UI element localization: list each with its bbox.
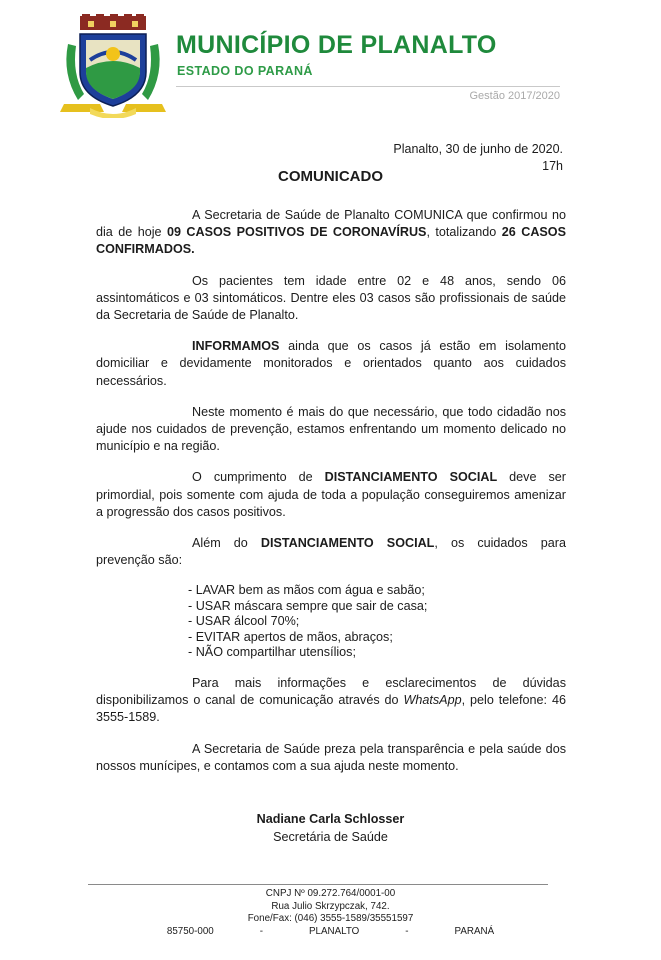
footer-address: Rua Julio Skrzypczak, 742. xyxy=(271,900,390,912)
list-item: - USAR álcool 70%; xyxy=(188,614,300,629)
footer-state: PARANÁ xyxy=(454,925,495,937)
letterhead xyxy=(0,0,661,112)
document-body xyxy=(96,207,566,789)
paragraph-moment: Neste momento é mais do que necessário, que todo cidadão nos ajude nos cuidados de prevenção, estamos enfrentando um momento delicado no município e na região. xyxy=(96,404,566,454)
municipal-coat-of-arms-icon xyxy=(60,14,166,118)
footer-phone: Fone/Fax: (046) 3555-1589/35551597 xyxy=(247,913,414,924)
footer-separator: - xyxy=(259,925,263,937)
footer-cnpj: CNPJ Nº 09.272.764/0001-00 xyxy=(265,888,396,899)
list-item: - USAR máscara sempre que sair de casa; xyxy=(188,598,428,613)
header-divider xyxy=(176,86,560,87)
paragraph-contact: Para mais informações e esclarecimentos de dúvidas disponibilizamos o canal de comunicação através do WhatsApp, pelo telefone: 46 3555-1589. xyxy=(96,675,566,725)
signer-role: Secretária de Saúde xyxy=(273,830,388,844)
municipality-title: MUNICÍPIO DE PLANALTO xyxy=(176,31,497,59)
state-subtitle: ESTADO DO PARANÁ xyxy=(177,64,313,78)
footer-cep: 85750-000 xyxy=(166,925,214,937)
paragraph-closing: A Secretaria de Saúde preza pela transparência e pela saúde dos nossos munícipes, e contamos com a sua ajuda neste momento. xyxy=(96,741,566,773)
footer-divider xyxy=(88,884,548,885)
list-item: - NÃO compartilhar utensílios; xyxy=(188,645,356,660)
paragraph-distancing: O cumprimento de DISTANCIAMENTO SOCIAL deve ser primordial, pois somente com ajuda de toda a população conseguiremos amenizar a progressão dos casos positivos. xyxy=(96,470,567,519)
paragraph-isolation: INFORMAMOS ainda que os casos já estão em isolamento domiciliar e devidamente monitorados e orientados quanto aos cuidados necessários. xyxy=(96,339,566,388)
footer-location xyxy=(0,926,661,939)
prevention-list xyxy=(96,583,566,661)
signature-block xyxy=(0,810,661,846)
document-heading: COMUNICADO xyxy=(278,168,383,185)
paragraph-patients: Os pacientes tem idade entre 02 e 48 anos, sendo 06 assintomáticos e 03 sintomáticos. Dentre eles 03 casos são profissionais de saúde da Secretaria de Saúde de Planalto. xyxy=(96,273,566,323)
administration-term: Gestão 2017/2020 xyxy=(469,90,560,102)
footer-separator: - xyxy=(405,925,409,937)
list-item: - LAVAR bem as mãos com água e sabão; xyxy=(188,583,425,598)
list-item: - EVITAR apertos de mãos, abraços; xyxy=(188,629,393,644)
date-line: Planalto, 30 de junho de 2020. xyxy=(393,142,563,156)
time-line: 17h xyxy=(542,159,563,173)
footer xyxy=(0,888,661,938)
paragraph-announcement: A Secretaria de Saúde de Planalto COMUNICA que confirmou no dia de hoje 09 CASOS POSITIVOS DE CORONAVÍRUS, totalizando 26 CASOS CONFIRMADOS. xyxy=(96,208,567,257)
footer-city: PLANALTO xyxy=(309,925,360,937)
signer-name: Nadiane Carla Schlosser xyxy=(256,812,405,826)
paragraph-prevention-intro: Além do DISTANCIAMENTO SOCIAL, os cuidados para prevenção são: xyxy=(96,536,567,568)
